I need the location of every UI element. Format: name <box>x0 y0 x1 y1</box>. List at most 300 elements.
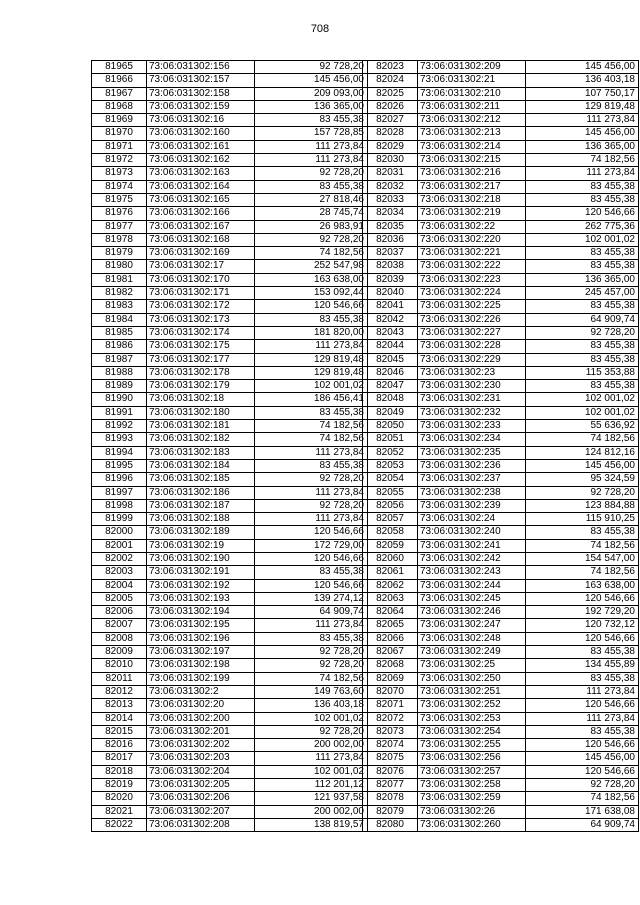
cadastral-number: 73:06:031302:208 <box>147 818 255 831</box>
cadastral-value: 123 884,88 <box>526 499 639 512</box>
cadastral-value: 74 182,56 <box>526 154 639 167</box>
cadastral-number: 73:06:031302:253 <box>418 712 526 725</box>
cadastral-value: 134 455,89 <box>526 659 639 672</box>
cadastral-number: 73:06:031302:188 <box>147 513 255 526</box>
row-number: 82008 <box>92 632 147 645</box>
table-row <box>92 74 368 87</box>
row-number: 82048 <box>363 393 418 406</box>
cadastral-value: 136 365,00 <box>526 273 639 286</box>
table-row <box>363 260 639 273</box>
row-number: 82035 <box>363 220 418 233</box>
cadastral-value: 92 728,20 <box>255 167 368 180</box>
cadastral-number: 73:06:031302:24 <box>418 513 526 526</box>
cadastral-number: 73:06:031302:258 <box>418 779 526 792</box>
cadastral-number: 73:06:031302:242 <box>418 552 526 565</box>
table-row <box>92 167 368 180</box>
cadastral-value: 107 750,17 <box>526 87 639 100</box>
cadastral-value: 136 403,18 <box>526 74 639 87</box>
row-number: 82067 <box>363 646 418 659</box>
row-number: 82025 <box>363 87 418 100</box>
cadastral-value: 181 820,00 <box>255 326 368 339</box>
row-number: 81978 <box>92 233 147 246</box>
table-row <box>92 233 368 246</box>
cadastral-number: 73:06:031302:204 <box>147 765 255 778</box>
cadastral-number: 73:06:031302:249 <box>418 646 526 659</box>
table-row <box>92 779 368 792</box>
cadastral-value: 64 909,74 <box>526 818 639 831</box>
cadastral-value: 102 001,02 <box>255 380 368 393</box>
cadastral-value: 111 273,84 <box>255 619 368 632</box>
cadastral-value: 83 455,38 <box>526 725 639 738</box>
table-row <box>92 765 368 778</box>
cadastral-value: 145 456,00 <box>526 127 639 140</box>
cadastral-number: 73:06:031302:189 <box>147 526 255 539</box>
table-row <box>92 313 368 326</box>
row-number: 81991 <box>92 406 147 419</box>
cadastral-number: 73:06:031302:228 <box>418 340 526 353</box>
row-number: 82013 <box>92 699 147 712</box>
row-number: 82026 <box>363 100 418 113</box>
cadastral-number: 73:06:031302:23 <box>418 366 526 379</box>
table-row <box>363 765 639 778</box>
cadastral-number: 73:06:031302:218 <box>418 193 526 206</box>
cadastral-number: 73:06:031302:192 <box>147 579 255 592</box>
cadastral-value: 172 729,00 <box>255 539 368 552</box>
table-row <box>92 180 368 193</box>
table-row <box>92 420 368 433</box>
row-number: 82009 <box>92 646 147 659</box>
cadastral-value: 102 001,02 <box>255 712 368 725</box>
row-number: 82077 <box>363 779 418 792</box>
cadastral-value: 64 909,74 <box>255 606 368 619</box>
cadastral-number: 73:06:031302:212 <box>418 114 526 127</box>
cadastral-value: 186 456,41 <box>255 393 368 406</box>
cadastral-number: 73:06:031302:221 <box>418 247 526 260</box>
table-row <box>92 220 368 233</box>
cadastral-number: 73:06:031302:244 <box>418 579 526 592</box>
table-row <box>92 140 368 153</box>
row-number: 82030 <box>363 154 418 167</box>
table-row <box>92 619 368 632</box>
table-row <box>92 818 368 831</box>
row-number: 82018 <box>92 765 147 778</box>
cadastral-value: 120 732,12 <box>526 619 639 632</box>
row-number: 82005 <box>92 592 147 605</box>
cadastral-value: 157 728,85 <box>255 127 368 140</box>
row-number: 82068 <box>363 659 418 672</box>
table-row <box>363 287 639 300</box>
cadastral-number: 73:06:031302:234 <box>418 433 526 446</box>
cadastral-value: 83 455,38 <box>526 193 639 206</box>
row-number: 81992 <box>92 420 147 433</box>
row-number: 82056 <box>363 499 418 512</box>
cadastral-value: 55 636,92 <box>526 420 639 433</box>
table-row <box>363 326 639 339</box>
cadastral-value: 163 638,00 <box>255 273 368 286</box>
row-number: 82024 <box>363 74 418 87</box>
table-row <box>363 539 639 552</box>
cadastral-value: 92 728,20 <box>255 61 368 74</box>
table-row <box>92 154 368 167</box>
cadastral-value: 149 763,60 <box>255 685 368 698</box>
cadastral-value: 145 456,00 <box>526 752 639 765</box>
table-row <box>363 406 639 419</box>
table-row <box>92 646 368 659</box>
cadastral-number: 73:06:031302:201 <box>147 725 255 738</box>
table-row <box>92 207 368 220</box>
cadastral-number: 73:06:031302:247 <box>418 619 526 632</box>
cadastral-number: 73:06:031302:20 <box>147 699 255 712</box>
cadastral-value: 111 273,84 <box>526 114 639 127</box>
table-row <box>92 193 368 206</box>
row-number: 82023 <box>363 61 418 74</box>
cadastral-value: 252 547,98 <box>255 260 368 273</box>
cadastral-value: 26 983,91 <box>255 220 368 233</box>
row-number: 82054 <box>363 473 418 486</box>
table-row <box>363 353 639 366</box>
cadastral-number: 73:06:031302:209 <box>418 61 526 74</box>
cadastral-number: 73:06:031302:19 <box>147 539 255 552</box>
row-number: 81999 <box>92 513 147 526</box>
table-row <box>92 805 368 818</box>
table-row <box>363 632 639 645</box>
cadastral-value: 245 457,00 <box>526 287 639 300</box>
cadastral-number: 73:06:031302:199 <box>147 672 255 685</box>
row-number: 82078 <box>363 792 418 805</box>
cadastral-value: 115 353,88 <box>526 366 639 379</box>
cadastral-value: 262 775,36 <box>526 220 639 233</box>
row-number: 82050 <box>363 420 418 433</box>
table-row <box>363 805 639 818</box>
row-number: 82069 <box>363 672 418 685</box>
cadastral-number: 73:06:031302:207 <box>147 805 255 818</box>
row-number: 82022 <box>92 818 147 831</box>
row-number: 81967 <box>92 87 147 100</box>
cadastral-number: 73:06:031302:224 <box>418 287 526 300</box>
row-number: 81980 <box>92 260 147 273</box>
cadastral-value: 120 546,66 <box>255 552 368 565</box>
cadastral-value: 129 819,48 <box>526 100 639 113</box>
table-row <box>363 473 639 486</box>
cadastral-number: 73:06:031302:161 <box>147 140 255 153</box>
cadastral-number: 73:06:031302:170 <box>147 273 255 286</box>
row-number: 82057 <box>363 513 418 526</box>
cadastral-value: 83 455,38 <box>526 526 639 539</box>
row-number: 82049 <box>363 406 418 419</box>
row-number: 82066 <box>363 632 418 645</box>
row-number: 81994 <box>92 446 147 459</box>
cadastral-number: 73:06:031302:25 <box>418 659 526 672</box>
cadastral-value: 92 728,20 <box>526 486 639 499</box>
cadastral-number: 73:06:031302:163 <box>147 167 255 180</box>
cadastral-number: 73:06:031302:216 <box>418 167 526 180</box>
cadastral-number: 73:06:031302:26 <box>418 805 526 818</box>
row-number: 81965 <box>92 61 147 74</box>
table-row <box>363 340 639 353</box>
row-number: 81996 <box>92 473 147 486</box>
table-row <box>92 406 368 419</box>
cadastral-number: 73:06:031302:158 <box>147 87 255 100</box>
row-number: 82076 <box>363 765 418 778</box>
cadastral-value: 83 455,38 <box>255 180 368 193</box>
cadastral-value: 120 546,66 <box>526 592 639 605</box>
cadastral-value: 83 455,38 <box>526 672 639 685</box>
table-row <box>92 380 368 393</box>
cadastral-value: 138 819,57 <box>255 818 368 831</box>
cadastral-number: 73:06:031302:213 <box>418 127 526 140</box>
table-row <box>363 100 639 113</box>
row-number: 82020 <box>92 792 147 805</box>
cadastral-value: 124 812,16 <box>526 446 639 459</box>
cadastral-value: 74 182,56 <box>526 792 639 805</box>
cadastral-number: 73:06:031302:175 <box>147 340 255 353</box>
cadastral-value: 111 273,84 <box>255 340 368 353</box>
cadastral-number: 73:06:031302:166 <box>147 207 255 220</box>
cadastral-number: 73:06:031302:205 <box>147 779 255 792</box>
table-row <box>363 486 639 499</box>
row-number: 81986 <box>92 340 147 353</box>
cadastral-number: 73:06:031302:172 <box>147 300 255 313</box>
row-number: 82075 <box>363 752 418 765</box>
row-number: 82028 <box>363 127 418 140</box>
row-number: 82000 <box>92 526 147 539</box>
table-row <box>363 154 639 167</box>
cadastral-value: 200 002,00 <box>255 805 368 818</box>
table-row <box>92 326 368 339</box>
table-row <box>92 606 368 619</box>
cadastral-number: 73:06:031302:183 <box>147 446 255 459</box>
cadastral-value: 92 728,20 <box>526 779 639 792</box>
cadastral-number: 73:06:031302:251 <box>418 685 526 698</box>
table-row <box>92 340 368 353</box>
row-number: 82044 <box>363 340 418 353</box>
table-row <box>92 260 368 273</box>
table-row <box>363 366 639 379</box>
cadastral-number: 73:06:031302:239 <box>418 499 526 512</box>
cadastral-value: 192 729,20 <box>526 606 639 619</box>
cadastral-value: 153 092,44 <box>255 287 368 300</box>
cadastral-number: 73:06:031302:180 <box>147 406 255 419</box>
cadastral-number: 73:06:031302:22 <box>418 220 526 233</box>
table-row <box>363 552 639 565</box>
row-number: 82052 <box>363 446 418 459</box>
row-number: 81969 <box>92 114 147 127</box>
cadastral-value: 83 455,38 <box>526 380 639 393</box>
table-row <box>363 61 639 74</box>
row-number: 82032 <box>363 180 418 193</box>
page-number: 708 <box>310 23 330 35</box>
table-row <box>92 566 368 579</box>
table-row <box>363 87 639 100</box>
row-number: 82047 <box>363 380 418 393</box>
cadastral-number: 73:06:031302:178 <box>147 366 255 379</box>
cadastral-value: 171 638,08 <box>526 805 639 818</box>
table-row <box>92 539 368 552</box>
row-number: 82033 <box>363 193 418 206</box>
cadastral-value: 83 455,38 <box>526 180 639 193</box>
table-row <box>363 619 639 632</box>
table-row <box>92 499 368 512</box>
cadastral-number: 73:06:031302:227 <box>418 326 526 339</box>
cadastral-value: 74 182,56 <box>255 420 368 433</box>
cadastral-value: 145 456,00 <box>526 459 639 472</box>
table-row <box>363 207 639 220</box>
cadastral-value: 74 182,56 <box>526 433 639 446</box>
row-number: 81974 <box>92 180 147 193</box>
cadastral-number: 73:06:031302:246 <box>418 606 526 619</box>
cadastral-number: 73:06:031302:217 <box>418 180 526 193</box>
cadastral-number: 73:06:031302:197 <box>147 646 255 659</box>
cadastral-number: 73:06:031302:198 <box>147 659 255 672</box>
table-row <box>363 220 639 233</box>
table-row <box>92 552 368 565</box>
table-row <box>92 473 368 486</box>
cadastral-number: 73:06:031302:238 <box>418 486 526 499</box>
row-number: 81977 <box>92 220 147 233</box>
cadastral-value: 145 456,00 <box>526 61 639 74</box>
table-row <box>363 659 639 672</box>
table-row <box>363 114 639 127</box>
row-number: 82059 <box>363 539 418 552</box>
table-row <box>363 725 639 738</box>
row-number: 81985 <box>92 326 147 339</box>
cadastral-value: 74 182,56 <box>255 433 368 446</box>
cadastral-number: 73:06:031302:226 <box>418 313 526 326</box>
cadastral-value: 92 728,20 <box>255 233 368 246</box>
cadastral-value: 102 001,02 <box>526 406 639 419</box>
table-row <box>363 140 639 153</box>
cadastral-value: 102 001,02 <box>526 393 639 406</box>
cadastral-value: 154 547,00 <box>526 552 639 565</box>
cadastral-value: 111 273,84 <box>255 140 368 153</box>
row-number: 81987 <box>92 353 147 366</box>
table-row <box>92 459 368 472</box>
table-row <box>92 699 368 712</box>
cadastral-value: 129 819,48 <box>255 366 368 379</box>
cadastral-value: 92 728,20 <box>255 473 368 486</box>
table-row <box>363 420 639 433</box>
table-row <box>363 313 639 326</box>
row-number: 81968 <box>92 100 147 113</box>
table-row <box>363 699 639 712</box>
table-row <box>363 779 639 792</box>
table-row <box>363 380 639 393</box>
row-number: 82034 <box>363 207 418 220</box>
table-row <box>363 513 639 526</box>
cadastral-number: 73:06:031302:182 <box>147 433 255 446</box>
cadastral-number: 73:06:031302:260 <box>418 818 526 831</box>
cadastral-number: 73:06:031302:255 <box>418 739 526 752</box>
table-row <box>92 752 368 765</box>
cadastral-number: 73:06:031302:171 <box>147 287 255 300</box>
cadastral-number: 73:06:031302:168 <box>147 233 255 246</box>
cadastral-value: 83 455,38 <box>526 340 639 353</box>
table-row <box>363 127 639 140</box>
row-number: 82063 <box>363 592 418 605</box>
cadastral-value: 83 455,38 <box>255 459 368 472</box>
row-number: 81976 <box>92 207 147 220</box>
cadastral-value: 136 403,18 <box>255 699 368 712</box>
row-number: 82027 <box>363 114 418 127</box>
cadastral-value: 83 455,38 <box>526 646 639 659</box>
cadastral-number: 73:06:031302:220 <box>418 233 526 246</box>
table-row <box>92 792 368 805</box>
row-number: 82017 <box>92 752 147 765</box>
cadastral-number: 73:06:031302:177 <box>147 353 255 366</box>
row-number: 82010 <box>92 659 147 672</box>
row-number: 82011 <box>92 672 147 685</box>
cadastral-value: 120 546,66 <box>526 699 639 712</box>
cadastral-number: 73:06:031302:237 <box>418 473 526 486</box>
cadastral-number: 73:06:031302:157 <box>147 74 255 87</box>
row-number: 82061 <box>363 566 418 579</box>
table-row <box>363 526 639 539</box>
cadastral-value: 121 937,58 <box>255 792 368 805</box>
cadastral-number: 73:06:031302:2 <box>147 685 255 698</box>
row-number: 82079 <box>363 805 418 818</box>
table-row <box>92 366 368 379</box>
cadastral-value: 111 273,84 <box>255 752 368 765</box>
row-number: 82019 <box>92 779 147 792</box>
row-number: 81973 <box>92 167 147 180</box>
cadastral-value: 120 546,66 <box>255 526 368 539</box>
row-number: 81970 <box>92 127 147 140</box>
cadastral-number: 73:06:031302:191 <box>147 566 255 579</box>
cadastral-number: 73:06:031302:250 <box>418 672 526 685</box>
table-row <box>363 167 639 180</box>
table-row <box>92 287 368 300</box>
row-number: 82015 <box>92 725 147 738</box>
row-number: 82058 <box>363 526 418 539</box>
cadastral-value: 111 273,84 <box>526 685 639 698</box>
row-number: 81993 <box>92 433 147 446</box>
row-number: 82064 <box>363 606 418 619</box>
cadastral-number: 73:06:031302:233 <box>418 420 526 433</box>
cadastral-value: 120 546,66 <box>526 207 639 220</box>
row-number: 81981 <box>92 273 147 286</box>
row-number: 82012 <box>92 685 147 698</box>
cadastral-number: 73:06:031302:203 <box>147 752 255 765</box>
row-number: 81998 <box>92 499 147 512</box>
cadastral-number: 73:06:031302:196 <box>147 632 255 645</box>
table-row <box>363 74 639 87</box>
table-row <box>92 672 368 685</box>
cadastral-value: 120 546,66 <box>526 632 639 645</box>
table-row <box>92 353 368 366</box>
cadastral-number: 73:06:031302:211 <box>418 100 526 113</box>
row-number: 82031 <box>363 167 418 180</box>
table-row <box>363 233 639 246</box>
table-row <box>363 459 639 472</box>
cadastral-value: 83 455,38 <box>526 353 639 366</box>
cadastral-value: 83 455,38 <box>526 300 639 313</box>
table-row <box>92 300 368 313</box>
cadastral-value: 163 638,00 <box>526 579 639 592</box>
row-number: 81975 <box>92 193 147 206</box>
cadastral-number: 73:06:031302:185 <box>147 473 255 486</box>
cadastral-value: 120 546,66 <box>526 765 639 778</box>
table-row <box>92 273 368 286</box>
cadastral-number: 73:06:031302:184 <box>147 459 255 472</box>
row-number: 82002 <box>92 552 147 565</box>
table-row <box>92 87 368 100</box>
row-number: 82072 <box>363 712 418 725</box>
table-row <box>92 739 368 752</box>
row-number: 81995 <box>92 459 147 472</box>
cadastral-number: 73:06:031302:236 <box>418 459 526 472</box>
cadastral-number: 73:06:031302:230 <box>418 380 526 393</box>
row-number: 82021 <box>92 805 147 818</box>
